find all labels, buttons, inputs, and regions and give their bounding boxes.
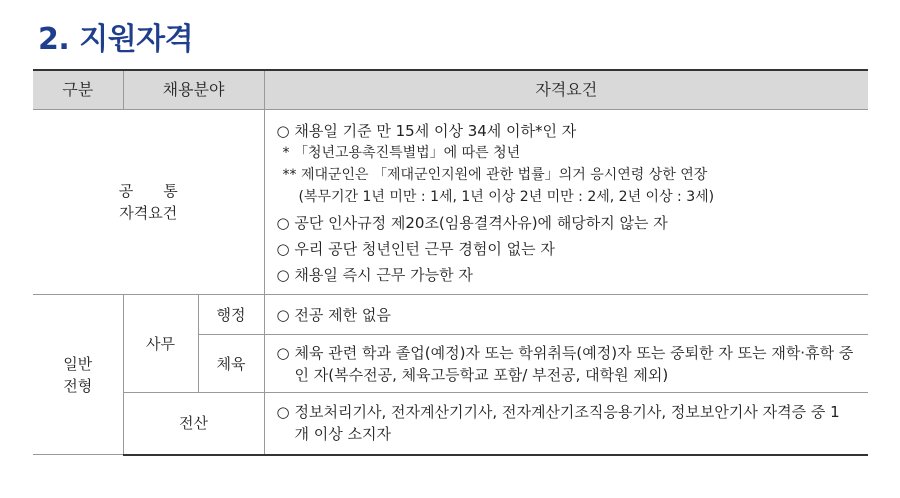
office-label-cell: 사무 — [123, 295, 198, 393]
page-title: 2. 지원자격 — [38, 22, 194, 57]
general-row-computing — [33, 393, 868, 455]
requirements-table — [33, 69, 868, 456]
bullet: ○ — [276, 305, 290, 324]
common-item-1: ○ 채용일 기준 만 15세 이상 34세 이하*인 자 — [276, 122, 577, 140]
field-sports: 체육 — [198, 335, 264, 393]
common-requirements-cell — [264, 110, 868, 295]
requirement-admin-text: 전공 제한 없음 — [294, 305, 391, 324]
common-label-line2: 자격요건 — [119, 204, 178, 222]
general-label-line1: 일반 — [63, 354, 93, 373]
common-label-line1: 공통 — [118, 182, 208, 200]
header-category: 구분 — [33, 70, 123, 110]
header-requirements: 자격요건 — [264, 70, 868, 110]
general-row-admin — [33, 295, 868, 335]
common-item-5: ○ 공단 인사규정 제20조(임용결격사유)에 해당하지 않는 자 — [276, 214, 668, 232]
bullet: ○ — [276, 343, 290, 362]
bullet: ○ — [276, 403, 290, 422]
requirement-admin — [264, 295, 868, 335]
common-label-cell — [33, 110, 264, 295]
field-computing: 전산 — [123, 393, 264, 455]
requirement-computing-text: 정보처리기사, 전자계산기기사, 전자계산기조직응용기사, 정보보안기사 자격증 중 1개 이상 소지자 — [294, 403, 840, 444]
common-item-6: ○ 우리 공단 청년인턴 근무 경험이 없는 자 — [276, 240, 555, 258]
common-row — [33, 110, 868, 295]
general-label-line2: 전형 — [63, 376, 93, 395]
common-item-2: * 「청년고용촉진특별법」에 따른 청년 — [282, 145, 521, 161]
common-item-4: (복무기간 1년 미만 : 1세, 1년 이상 2년 미만 : 2세, 2년 이상 : 3세) — [298, 189, 715, 205]
field-admin: 행정 — [198, 295, 264, 335]
table-header-row — [33, 70, 868, 110]
requirement-computing — [264, 393, 868, 455]
header-field: 채용분야 — [123, 70, 264, 110]
requirement-sports-text: 체육 관련 학과 졸업(예정)자 또는 학위취득(예정)자 또는 중퇴한 자 또는 재학·휴학 중인 자(복수전공, 체육고등학교 포함/ 부전공, 대학원 제외) — [294, 343, 854, 384]
common-item-7: ○ 채용일 즉시 근무 가능한 자 — [276, 266, 473, 284]
common-item-3: ** 제대군인은 「제대군인지원에 관한 법률」의거 응시연령 상한 연장 — [282, 167, 708, 183]
requirement-sports — [264, 335, 868, 393]
general-label-cell — [33, 295, 123, 455]
